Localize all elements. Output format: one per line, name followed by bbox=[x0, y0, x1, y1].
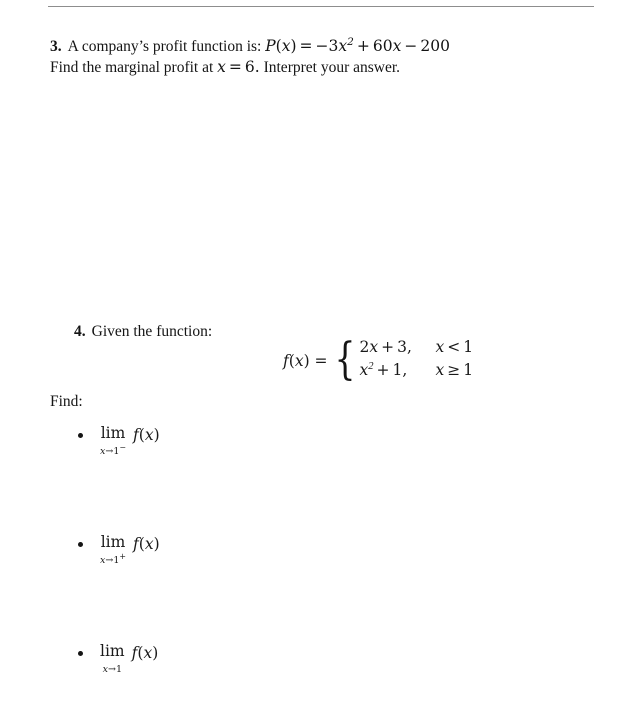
problem-3-instruction-a: Find the marginal profit at bbox=[50, 59, 214, 76]
problem-3-eval-equals: = bbox=[228, 58, 242, 76]
limit-op-3: lim bbox=[100, 642, 125, 660]
problem-3-eval-value: 6. bbox=[244, 58, 260, 76]
problem-4-number: 4. bbox=[74, 323, 86, 340]
limit-operator-group-2 bbox=[100, 534, 126, 566]
limit-body-1: f(x) bbox=[133, 426, 160, 444]
left-brace-icon: { bbox=[334, 334, 356, 385]
term2-coef: 60 bbox=[372, 37, 393, 55]
case-2-condition bbox=[422, 361, 474, 380]
limit-side-1: − bbox=[119, 443, 126, 452]
limit-subscript-3: x→1 bbox=[102, 664, 122, 676]
fn-arg-x: x bbox=[281, 37, 291, 55]
limit-subscript-2: x→1+ bbox=[100, 552, 126, 567]
header-row bbox=[48, 0, 594, 1]
case-2-var: x bbox=[359, 361, 369, 379]
list-item bbox=[78, 534, 160, 566]
term1-sign: − bbox=[315, 37, 329, 55]
list-item bbox=[78, 425, 160, 457]
header-rule bbox=[48, 6, 594, 7]
limit-op-1: lim bbox=[100, 424, 126, 442]
case-1-operator: + bbox=[381, 338, 395, 356]
bullet-dot-icon bbox=[78, 433, 83, 438]
problem-4-line-1 bbox=[74, 321, 212, 342]
header-left-text bbox=[48, 0, 105, 1]
term3-constant: 200 bbox=[420, 37, 450, 55]
term1-coef: 3 bbox=[328, 37, 339, 55]
equals-sign: = bbox=[299, 37, 313, 55]
bullet-dot-icon bbox=[78, 542, 83, 547]
limit-op-2: lim bbox=[100, 533, 126, 551]
case-2-cond-value: 1 bbox=[463, 361, 474, 379]
term1-exponent: 2 bbox=[347, 35, 354, 48]
header-right-text bbox=[508, 0, 594, 1]
case-2-operator: + bbox=[376, 361, 390, 379]
problem-3-instruction-b: Interpret your answer. bbox=[263, 59, 401, 76]
bullet-dot-icon bbox=[78, 651, 83, 656]
limit-body-3: f(x) bbox=[131, 644, 159, 662]
case-2-cond-relation: ≥ bbox=[447, 361, 461, 379]
piecewise-function-display bbox=[283, 334, 474, 385]
problem-3-eval-var: x bbox=[217, 58, 226, 76]
problem-3-line-2 bbox=[50, 57, 400, 78]
term2-operator: + bbox=[356, 37, 370, 55]
piecewise-cases bbox=[360, 338, 474, 384]
case-1-constant: 3, bbox=[397, 338, 412, 356]
case-2-expression bbox=[360, 361, 422, 380]
case-1-cond-relation: < bbox=[447, 338, 461, 356]
limit-operator-group-1 bbox=[100, 425, 126, 457]
case-1-cond-value: 1 bbox=[463, 338, 474, 356]
case-2-cond-var: x bbox=[435, 361, 445, 379]
term2-var: x bbox=[392, 37, 402, 55]
term3-operator: − bbox=[404, 37, 418, 55]
case-1-condition bbox=[422, 338, 474, 357]
list-item bbox=[78, 643, 158, 675]
case-2-exponent: 2 bbox=[368, 360, 374, 372]
limit-operator-group-3 bbox=[100, 643, 125, 675]
case-1-cond-var: x bbox=[435, 338, 445, 356]
limit-side-2: + bbox=[119, 552, 126, 561]
case-1-var: x bbox=[369, 338, 379, 356]
piecewise-case-2 bbox=[360, 361, 474, 384]
case-1-coef: 2 bbox=[359, 338, 370, 356]
case-2-constant: 1, bbox=[392, 361, 408, 379]
problem-3-text: A company’s profit function is: bbox=[67, 38, 262, 55]
fn-name-P: P bbox=[265, 37, 276, 55]
problem-4-text: Given the function: bbox=[91, 323, 213, 340]
limit-subscript-1: x→1− bbox=[100, 443, 126, 458]
limit-expression-1 bbox=[100, 425, 160, 457]
case-1-expression bbox=[360, 338, 422, 357]
find-label: Find: bbox=[50, 393, 83, 410]
problem-3-equation: $P(x) = -3x^2 + 60x - 200$ bbox=[265, 35, 450, 55]
term1-var: x bbox=[338, 37, 348, 55]
problem-3-line-1 bbox=[50, 36, 450, 57]
piecewise-case-1 bbox=[360, 338, 474, 361]
limit-body-2: f(x) bbox=[133, 535, 160, 553]
limit-expression-2 bbox=[100, 534, 160, 566]
piecewise-lhs: f(x) = bbox=[283, 352, 328, 370]
problem-3-number: 3. bbox=[50, 38, 62, 55]
limit-expression-3 bbox=[100, 643, 158, 675]
